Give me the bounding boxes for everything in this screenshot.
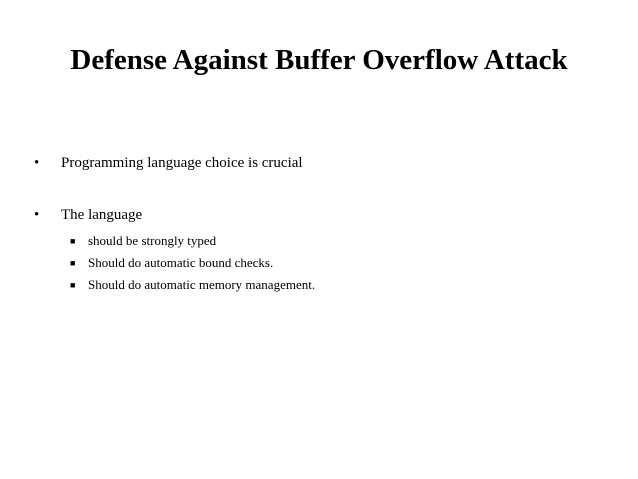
sub-bullet-item — [70, 254, 273, 272]
bullet-item — [34, 205, 142, 225]
bullet-marker: • — [34, 207, 40, 223]
bullet-text: The language — [61, 207, 143, 223]
bullet-marker: • — [34, 155, 40, 171]
square-bullet-icon: ■ — [70, 236, 76, 246]
bullet-text: Programming language choice is crucial — [61, 155, 303, 171]
sub-bullet-text: should be strongly typed — [88, 233, 217, 248]
sub-bullet-text: Should do automatic memory management. — [88, 277, 316, 292]
square-bullet-icon: ■ — [70, 280, 76, 290]
sub-bullet-item — [70, 276, 315, 294]
slide-title: Defense Against Buffer Overflow Attack — [70, 44, 568, 76]
square-bullet-icon: ■ — [70, 258, 76, 268]
bullet-item — [34, 153, 303, 173]
sub-bullet-item — [70, 232, 216, 250]
sub-bullet-text: Should do automatic bound checks. — [88, 255, 274, 270]
